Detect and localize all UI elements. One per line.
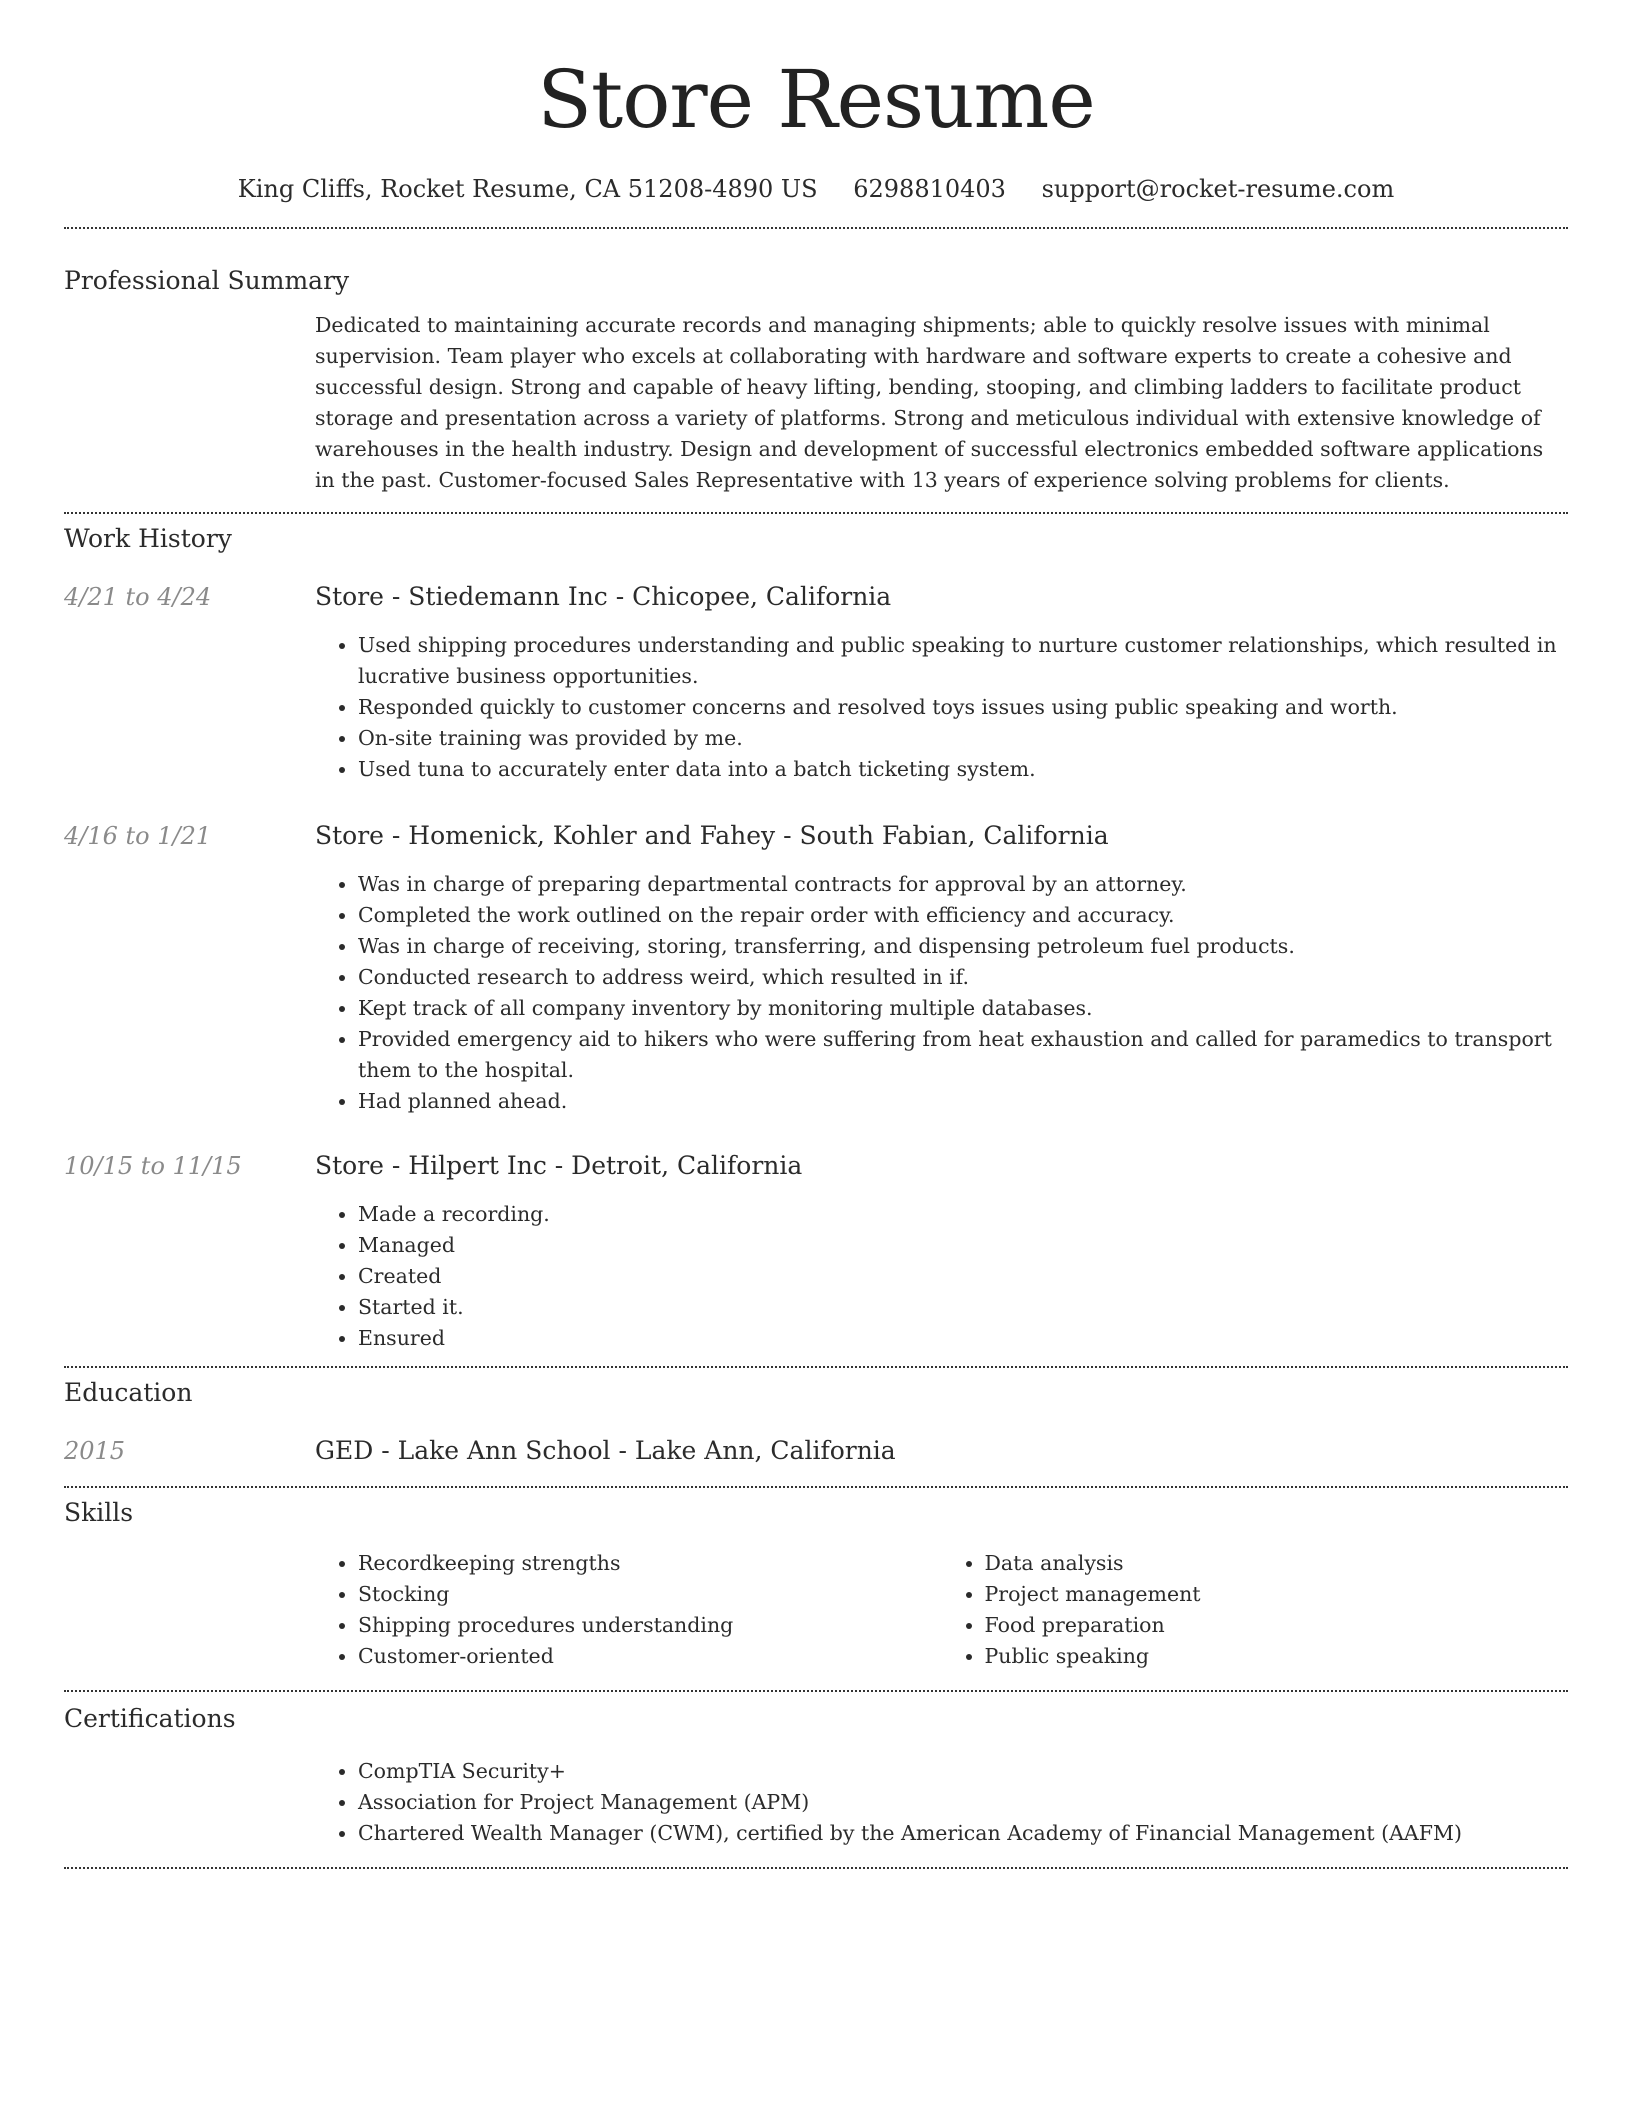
resume-page <box>64 0 1568 1869</box>
contact-line <box>64 174 1568 204</box>
work-history-section <box>64 524 1568 1354</box>
list-item: • Data analysis <box>985 1548 1569 1579</box>
list-item: • Stocking <box>358 1579 942 1610</box>
education-date: 2015 <box>64 1437 126 1465</box>
skills-title: Skills <box>64 1498 134 1527</box>
work-history-title: Work History <box>64 524 232 553</box>
list-item: • Used tuna to accurately enter data into a batch ticketing system. <box>358 754 1568 785</box>
list-item: • Recordkeeping strengths <box>358 1548 942 1579</box>
job-date: 4/16 to 1/21 <box>64 822 212 850</box>
job-title: Store - Hilpert Inc - Detroit, California <box>315 1151 803 1180</box>
education-title-line: GED - Lake Ann School - Lake Ann, California <box>315 1436 896 1465</box>
divider <box>64 227 1568 229</box>
contact-email: support@rocket-resume.com <box>1041 175 1395 203</box>
job-entry <box>64 582 1568 785</box>
list-item: • Was in charge of preparing departmental contracts for approval by an attorney. <box>358 869 1568 900</box>
divider <box>64 512 1568 514</box>
list-item: • Provided emergency aid to hikers who were suffering from heat exhaustion and called for paramedics to transport them to the hospital. <box>358 1024 1568 1086</box>
job-date: 4/21 to 4/24 <box>64 583 212 611</box>
list-item: • Started it. <box>358 1292 1568 1323</box>
list-item: • Managed <box>358 1230 1568 1261</box>
list-item: • On-site training was provided by me. <box>358 723 1568 754</box>
job-date: 10/15 to 11/15 <box>64 1152 242 1180</box>
job-entry <box>64 1151 1568 1354</box>
list-item: • Shipping procedures understanding <box>358 1610 942 1641</box>
list-item: • Public speaking <box>985 1641 1569 1672</box>
skills-list-right <box>942 1548 1569 1672</box>
education-title: Education <box>64 1378 193 1407</box>
list-item: • Had planned ahead. <box>358 1086 1568 1117</box>
list-item: • Completed the work outlined on the repair order with efficiency and accuracy. <box>358 900 1568 931</box>
skills-section <box>64 1498 1568 1672</box>
list-item: • Used shipping procedures understanding and public speaking to nurture customer relationships, which resulted in lucrative business opportunities. <box>358 630 1568 692</box>
job-bullets <box>315 1199 1568 1354</box>
list-item: • CompTIA Security+ <box>358 1756 1568 1787</box>
job-title: Store - Stiedemann Inc - Chicopee, California <box>315 582 892 611</box>
certifications-list <box>315 1756 1568 1849</box>
job-title: Store - Homenick, Kohler and Fahey - South Fabian, California <box>315 821 1109 850</box>
list-item: • Responded quickly to customer concerns and resolved toys issues using public speaking and worth. <box>358 692 1568 723</box>
resume-name: Store Resume <box>537 53 1095 146</box>
list-item: • Food preparation <box>985 1610 1569 1641</box>
job-bullets <box>315 630 1568 785</box>
list-item: • Created <box>358 1261 1568 1292</box>
divider <box>64 1486 1568 1488</box>
list-item: • Ensured <box>358 1323 1568 1354</box>
job-entry <box>64 821 1568 1117</box>
list-item: • Kept track of all company inventory by monitoring multiple databases. <box>358 993 1568 1024</box>
list-item: • Project management <box>985 1579 1569 1610</box>
contact-phone: 6298810403 <box>853 175 1006 203</box>
job-bullets <box>315 869 1568 1117</box>
list-item: • Was in charge of receiving, storing, transferring, and dispensing petroleum fuel products. <box>358 931 1568 962</box>
summary-title: Professional Summary <box>64 266 350 295</box>
certifications-body <box>315 1756 1568 1849</box>
list-item: • Conducted research to address weird, which resulted in if. <box>358 962 1568 993</box>
education-section <box>64 1378 1568 1466</box>
list-item: • Customer-oriented <box>358 1641 942 1672</box>
skills-list-left <box>315 1548 942 1672</box>
list-item: • Association for Project Management (APM) <box>358 1787 1568 1818</box>
summary-section <box>64 266 1568 496</box>
education-entry <box>64 1436 1568 1466</box>
certifications-section <box>64 1704 1568 1849</box>
summary-text: Dedicated to maintaining accurate records and managing shipments; able to quickly resolve issues with minimal supervision. Team player who excels at collaborating with hardware and software experts to create a cohesive and successful design. Strong and capable of heavy lifting, bending, stooping, and climbing ladders to facilitate product storage and presentation across a variety of platforms. Strong and meticulous individual with extensive knowledge of warehouses in the health industry. Design and development of successful electronics embedded software applications in the past. Customer-focused Sales Representative with 13 years of experience solving problems for clients. <box>315 313 1544 492</box>
divider <box>64 1690 1568 1692</box>
certifications-title: Certifications <box>64 1704 236 1733</box>
contact-address: King Cliffs, Rocket Resume, CA 51208-4890 US <box>237 175 818 203</box>
skills-grid <box>315 1548 1568 1672</box>
list-item: • Made a recording. <box>358 1199 1568 1230</box>
list-item: • Chartered Wealth Manager (CWM), certified by the American Academy of Financial Management (AAFM) <box>358 1818 1568 1849</box>
divider <box>64 1366 1568 1368</box>
divider <box>64 1867 1568 1869</box>
